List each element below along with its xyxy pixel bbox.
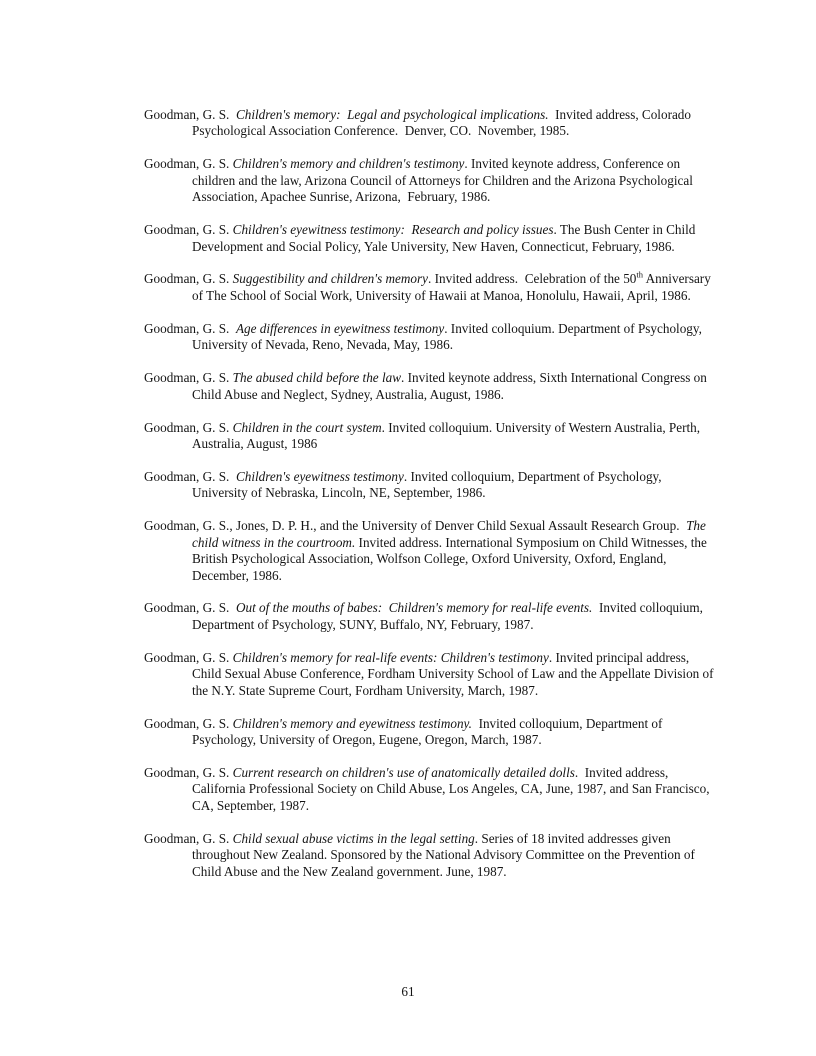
- entry-text: . Invited keynote address, Sixth International Congress on Child Abuse and Neglect, Sydney, Australia, August, 1986.: [192, 370, 711, 402]
- entry-text: . Invited address. Celebration of the 50: [428, 271, 637, 287]
- entry-text: . Invited colloquium, Department of Psychology, University of Nebraska, Lincoln, NE, September, 1986.: [192, 468, 665, 501]
- entry-title-text: Age differences in eyewitness testimony: [235, 320, 445, 336]
- entry-title-text: Children in the court system: [232, 419, 382, 435]
- reference-entry: [144, 107, 716, 140]
- entry-text: Goodman, G. S.: [144, 271, 233, 287]
- entry-text: . Invited keynote address, Conference on children and the law, Arizona Council of Attorneys for Children and the Arizona Psychological Association, Apachee Sunrise, Arizona, February, 1986.: [192, 156, 696, 205]
- entry-title-text: Child sexual abuse victims in the legal setting: [232, 830, 475, 846]
- entry-text: Anniversary of The School of Social Work, University of Hawaii at Manoa, Honolulu, Hawaii, April, 1986.: [192, 271, 715, 303]
- entry-title-text: Children's eyewitness testimony: Research and policy issues: [232, 222, 554, 238]
- entry-text: Invited address. International Symposium on Child Witnesses, the British Psychological Association, Wolfson College, Oxford University, Oxford, England, December, 1986.: [192, 534, 711, 583]
- entry-title-text: Current research on children's use of anatomically detailed dolls: [232, 764, 575, 780]
- entry-text: Goodman, G. S.: [144, 830, 233, 846]
- reference-entry: [144, 222, 716, 255]
- entry-text: Goodman, G. S.: [144, 764, 233, 780]
- entry-text: Goodman, G. S.: [144, 156, 233, 172]
- entry-title-text: Children's memory: Legal and psychological implications.: [235, 107, 549, 122]
- entry-text: . Invited colloquium. Department of Psychology, University of Nevada, Reno, Nevada, May, 1986.: [192, 320, 706, 353]
- reference-entry: [144, 600, 716, 633]
- entry-text: Goodman, G. S.: [144, 320, 236, 336]
- entry-title-text: Children's eyewitness testimony: [235, 468, 404, 484]
- reference-entry: [144, 271, 716, 304]
- reference-entry: [144, 469, 716, 502]
- entry-text: Goodman, G. S.: [144, 222, 233, 238]
- entry-text: Invited address, Colorado Psychological Association Conference. Denver, CO. November, 1985.: [192, 107, 695, 139]
- entry-text: Goodman, G. S., Jones, D. P. H., and the University of Denver Child Sexual Assault Research Group.: [144, 518, 687, 534]
- entry-text: . Invited address, California Professional Society on Child Abuse, Los Angeles, CA, June, 1987, and San Francisco, CA, September, 1987.: [192, 764, 713, 813]
- entry-text: Goodman, G. S.: [144, 370, 233, 386]
- entry-text: Goodman, G. S.: [144, 468, 236, 484]
- entry-title-text: The abused child before the law: [232, 370, 402, 386]
- reference-entry: [144, 716, 716, 749]
- entry-text: Invited colloquium, Department of Psychology, SUNY, Buffalo, NY, February, 1987.: [192, 600, 707, 632]
- page-number: 61: [401, 984, 415, 999]
- entry-text: Goodman, G. S.: [144, 649, 233, 665]
- entry-title-text: The child witness in the courtroom.: [192, 518, 710, 550]
- entry-text: . Invited principal address, Child Sexual Abuse Conference, Fordham University School of Law and the Appellate Division of the N.Y. State Supreme Court, Fordham University, March, 1987.: [192, 649, 717, 698]
- entry-text: Invited colloquium, Department of Psychology, University of Oregon, Eugene, Oregon, March, 1987.: [192, 715, 666, 748]
- reference-entry: [144, 321, 716, 354]
- entry-title-text: Children's memory for real-life events: Children's testimony: [232, 649, 549, 665]
- entry-text: Goodman, G. S.: [144, 419, 233, 435]
- entry-text: Goodman, G. S.: [144, 600, 236, 616]
- reference-entry: [144, 765, 716, 814]
- entry-text: . The Bush Center in Child Development and Social Policy, Yale University, New Haven, Connecticut, February, 1986.: [192, 222, 699, 254]
- entry-text: . Series of 18 invited addresses given throughout New Zealand. Sponsored by the National Advisory Committee on the Prevention of Child Abuse and the New Zealand government. June, 1987.: [192, 830, 699, 879]
- reference-entry: [144, 650, 716, 699]
- reference-entry: [144, 831, 716, 880]
- entry-title-text: Children's memory and children's testimony: [232, 156, 465, 172]
- reference-entry: [144, 156, 716, 205]
- entry-text: th: [636, 270, 644, 281]
- entry-title-text: Out of the mouths of babes: Children's memory for real-life events.: [235, 600, 593, 616]
- entry-title-text: Suggestibility and children's memory: [232, 271, 429, 287]
- entry-text: . Invited colloquium. University of Western Australia, Perth, Australia, August, 1986: [192, 419, 703, 451]
- reference-list: [144, 107, 716, 880]
- reference-entry: [144, 370, 716, 403]
- entry-title-text: Children's memory and eyewitness testimony.: [232, 715, 472, 731]
- entry-text: Goodman, G. S.: [144, 107, 236, 122]
- entry-text: Goodman, G. S.: [144, 715, 233, 731]
- reference-entry: [144, 420, 716, 453]
- reference-entry: [144, 518, 716, 584]
